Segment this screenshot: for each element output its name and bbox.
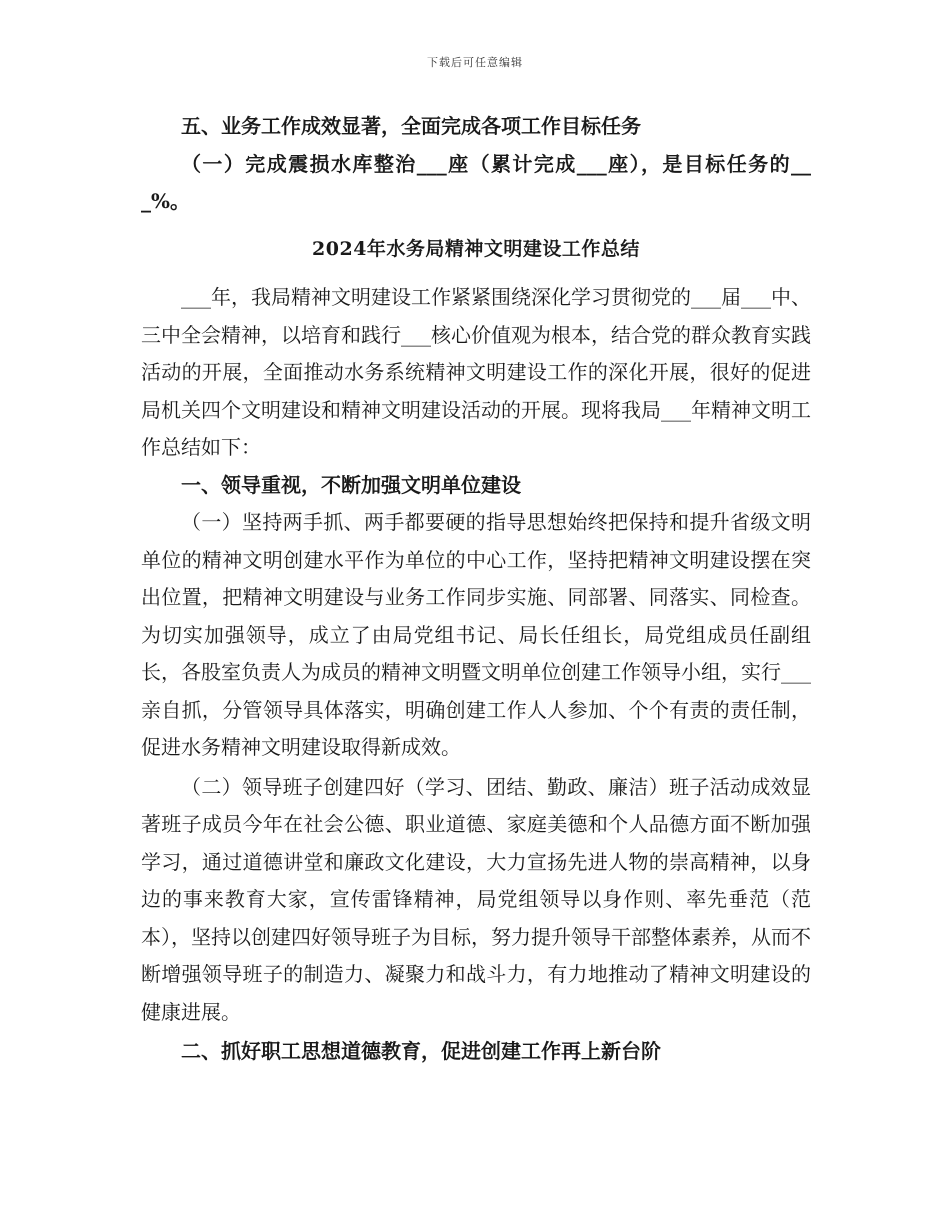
header-note: 下载后可任意编辑 [427,56,523,69]
section-one-paragraph-one: （一）坚持两手抓、两手都要硬的指导思想始终把保持和提升省级文明单位的精神文明创建水平作为单位的中心工作，坚持把精神文明建设摆在突出位置，把精神文明建设与业务工作同步实施、同部署、同落实、同检查。为切实加强领导，成立了由局党组书记、局长任组长，局党组成员任副组长，各股室负责人为成员的精神文明暨文明单位创建工作领导小组，实行___亲自抓，分管领导具体落实，明确创建工作人人参加、个个有责的责任制，促进水务精神文明建设取得新成效。 [141,510,811,759]
section-five-item-one: （一）完成震损水库整治___座（累计完成___座），是目标任务的___%。 [141,151,811,213]
document-body [141,108,811,1071]
section-two-heading: 二、抓好职工思想道德教育，促进创建工作再上新台阶 [181,1039,661,1063]
section-one-paragraph-two: （二）领导班子创建四好（学习、团结、勤政、廉洁）班子活动成效显著班子成员今年在社会公德、职业道德、家庭美德和个人品德方面不断加强学习，通过道德讲堂和廉政文化建设，大力宣扬先进人物的崇高精神，以身边的事来教育大家，宣传雷锋精神，局党组领导以身作则、率先垂范（范本），坚持以创建四好领导班子为目标，努力提升领导干部整体素养，从而不断增强领导班子的制造力、凝聚力和战斗力，有力地推动了精神文明建设的健康进展。 [141,774,811,1024]
document-title: 2024年水务局精神文明建设工作总结 [312,237,640,260]
section-five-heading: 五、业务工作成效显著，全面完成各项工作目标任务 [181,114,641,138]
intro-paragraph: ___年，我局精神文明建设工作紧紧围绕深化学习贯彻党的___届___中、三中全会精神，以培育和践行___核心价值观为根本，结合党的群众教育实践活动的开展，全面推动水务系统精神文明建设工作的深化开展，很好的促进局机关四个文明建设和精神文明建设活动的开展。现将我局___年精神文明工作总结如下： [141,285,811,459]
section-one-heading: 一、领导重视，不断加强文明单位建设 [181,472,521,497]
